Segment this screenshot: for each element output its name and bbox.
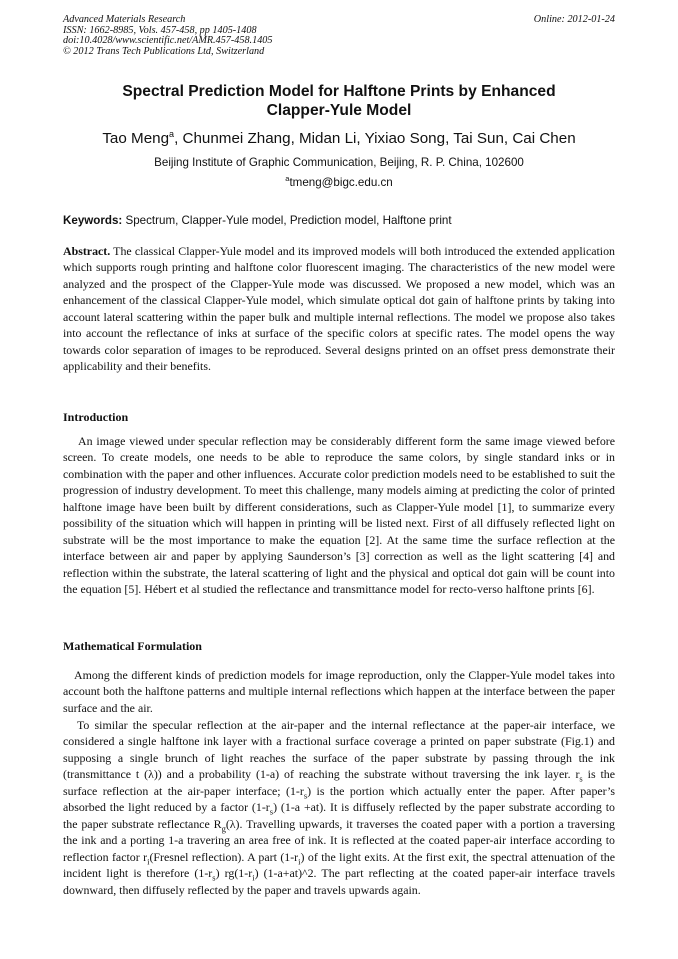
- math-text: ) is the portion which actually enter the paper. After paper’s absorbed the light reduced by a factor (1-r: [63, 783, 616, 815]
- math-paragraph-2: [63, 717, 615, 898]
- online-date: Online: 2012-01-24: [533, 14, 615, 25]
- math-paragraph-1: Among the different kinds of prediction models for image reproduction, only the Clapper-Yule model takes into account both the halftone patterns and multiple internal reflections which happen at the interface between the paper surface and the air.: [63, 668, 615, 715]
- introduction-paragraph: An image viewed under specular reflection may be considerably different form the same image viewed before screen. To create models, one needs to be able to reproduce the same colors, by single standard inks or in combination with the paper and other influences. Accurate color prediction models need to be established to suit the progression of industry development. To meet this challenge, many models aiming at predicting the color of printed halftone image have been built by different considerations, such as Clapper-Yule model [1], to summarize every possibility of the situation which will happen in printing will be listed next. First of all diffusely reflected light on substrate will be the most importance to make the equation [2]. At the same time the surface reflection at the interface between air and paper by applying Saunderson’s [3] correction as well as the light scattering [4] and reflection within the substrate, the lateral scattering of light and the physical and optical dot gain will be count into the equation [5]. Hébert et al studied the reflectance and transmittance model for recto-verso halftone prints [6].: [63, 434, 615, 597]
- doi-line: doi:10.4028/www.scientific.net/AMR.457-458.1405: [63, 35, 273, 47]
- subscript: i: [252, 872, 255, 883]
- email-affil-mark: a: [285, 174, 290, 184]
- keywords-label: Keywords:: [63, 214, 123, 227]
- email-address: tmeng@bigc.edu.cn: [289, 176, 393, 189]
- subscript: i: [147, 856, 150, 866]
- title-line-1: Spectral Prediction Model for Halftone Prints by Enhanced: [122, 83, 556, 100]
- subscript: s: [212, 872, 216, 883]
- author-affil-mark: a: [169, 128, 175, 139]
- math-text: To similar the specular reflection at the air-paper and the internal reflectance at the paper-air interface, we considered a single halftone ink layer with a fractional surface coverage a printed on paper substrate (Fig.1) and supposing a single brunch of light reaches the surface of the paper substrate by passing through the ink (transmittance t (λ)) and a probability (1-a) of reaching the substrate without traversing the ink layer. r: [63, 718, 615, 782]
- journal-name: Advanced Materials Research: [63, 14, 186, 25]
- subscript: s: [269, 806, 274, 817]
- abstract: [63, 243, 615, 375]
- math-text: ) of the light exits. At the first exit, the spectral attenuation of the incident light is therefore (1-r: [63, 849, 616, 881]
- math-text: ) (1-a +at). It is diffusely reflected by the paper substrate according to the paper substrate reflectance R: [63, 800, 616, 831]
- keywords: [63, 214, 615, 228]
- first-author: Tao Meng: [102, 130, 170, 147]
- subscript: s: [579, 773, 583, 784]
- keywords-text: Spectrum, Clapper-Yule model, Prediction model, Halftone print: [122, 214, 452, 227]
- paper-title: [63, 82, 615, 120]
- issn-line: ISSN: 1662-8985, Vols. 457-458, pp 1405-1408: [63, 24, 257, 36]
- contact-email: [63, 176, 615, 190]
- abstract-text: The classical Clapper-Yule model and its improved models will both introduced the extended application which supports rough printing and halftone color fluorescent imaging. The characteristics of the new model were analyzed and the prospect of the Clapper-Yule mode was discussed. We proposed a new model, which was an enhancement of the classical Clapper-Yule model, which simulate optical dot gain of halftone prints by taking into account lateral scattering within the paper bulk and multiple internal reflections. The model we propose also takes into account the reflectance of inks at surface of the specific colors at specific rates. The model opens the way towards color separation of images to be reproduced. Several designs printed on an offset press demonstrate their applicability and their benefits.: [63, 244, 615, 374]
- math-text: (Fresnel reflection). A part (1-r: [149, 849, 299, 864]
- subscript: s: [303, 790, 308, 801]
- abstract-label: Abstract.: [63, 244, 111, 258]
- section-heading-math: Mathematical Formulation: [63, 639, 202, 653]
- journal-header: [63, 15, 272, 57]
- math-text: (λ). Travelling upwards, it traverses the coated paper with a portion a traversing the ink and a porting 1-a travering an area free of ink. It is reflected at the coated paper-air interface according to reflection factor r: [63, 816, 615, 864]
- title-line-2: Clapper-Yule Model: [266, 102, 412, 119]
- affiliation: Beijing Institute of Graphic Communication, Beijing, R. P. China, 102600: [154, 156, 524, 169]
- math-text: is the surface reflection at the air-paper interface; (1-r: [63, 767, 615, 798]
- math-text: ) (1-a+at)^2. The part reflecting at the coated paper-air interface travels downward, then diffusely reflected by the paper and travels upwards again.: [63, 866, 616, 897]
- author-list: [63, 130, 615, 148]
- section-heading-introduction: Introduction: [63, 410, 129, 424]
- copyright-line: © 2012 Trans Tech Publications Ltd, Switzerland: [63, 45, 265, 57]
- subscript: g: [221, 823, 226, 834]
- math-text: ) rg(1-r: [215, 866, 253, 881]
- subscript: i: [298, 856, 301, 866]
- other-authors: , Chunmei Zhang, Midan Li, Yixiao Song, Tai Sun, Cai Chen: [174, 130, 576, 147]
